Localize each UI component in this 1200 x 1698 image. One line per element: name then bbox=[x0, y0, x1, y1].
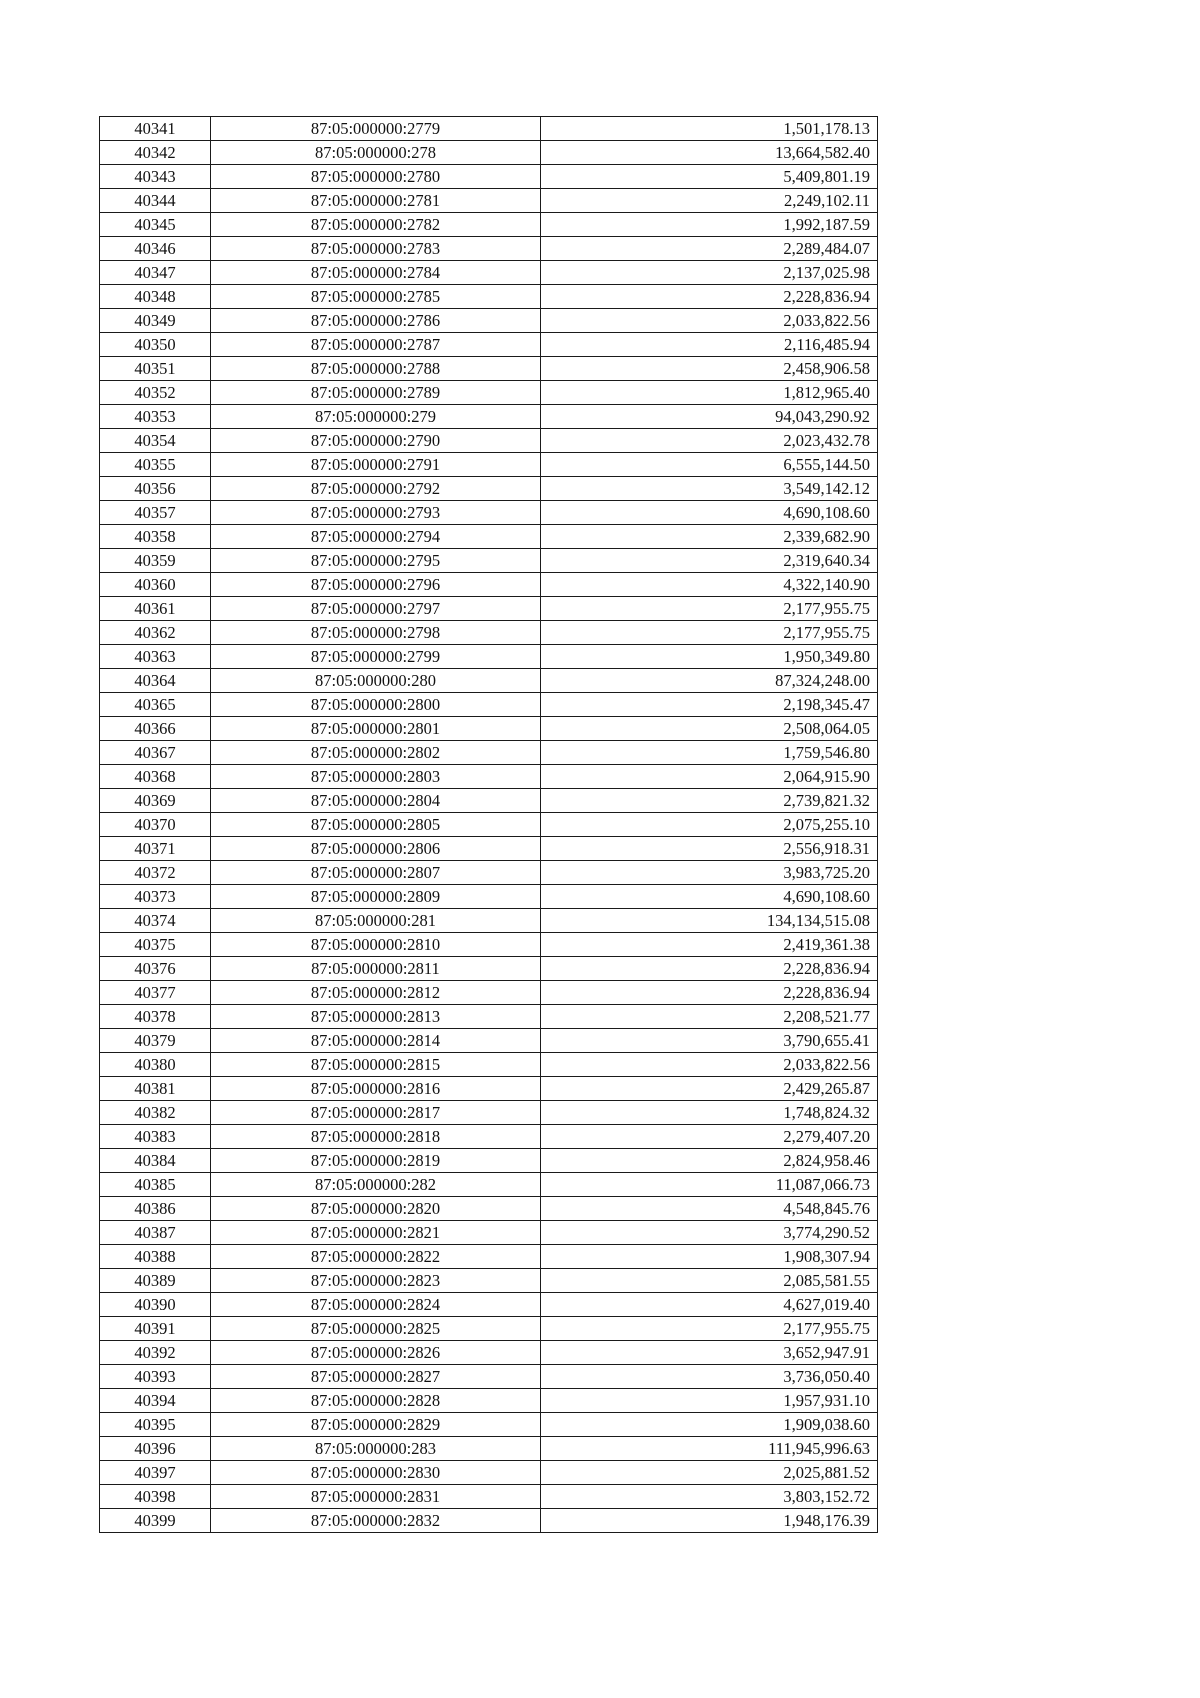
value-cell: 4,690,108.60 bbox=[541, 501, 878, 525]
table-row bbox=[100, 1341, 878, 1365]
row-number-cell: 40350 bbox=[100, 333, 211, 357]
row-number-cell: 40367 bbox=[100, 741, 211, 765]
table-row bbox=[100, 1365, 878, 1389]
table-row bbox=[100, 1101, 878, 1125]
table-row bbox=[100, 957, 878, 981]
cadastral-number-cell: 87:05:000000:2815 bbox=[211, 1053, 541, 1077]
value-cell: 6,555,144.50 bbox=[541, 453, 878, 477]
table-row bbox=[100, 1437, 878, 1461]
table-row bbox=[100, 573, 878, 597]
table-row bbox=[100, 693, 878, 717]
table-row bbox=[100, 309, 878, 333]
row-number-cell: 40379 bbox=[100, 1029, 211, 1053]
row-number-cell: 40389 bbox=[100, 1269, 211, 1293]
value-cell: 3,790,655.41 bbox=[541, 1029, 878, 1053]
value-cell: 5,409,801.19 bbox=[541, 165, 878, 189]
cadastral-number-cell: 87:05:000000:2789 bbox=[211, 381, 541, 405]
row-number-cell: 40371 bbox=[100, 837, 211, 861]
cadastral-number-cell: 87:05:000000:2820 bbox=[211, 1197, 541, 1221]
value-cell: 87,324,248.00 bbox=[541, 669, 878, 693]
value-cell: 4,627,019.40 bbox=[541, 1293, 878, 1317]
cadastral-number-cell: 87:05:000000:2824 bbox=[211, 1293, 541, 1317]
row-number-cell: 40399 bbox=[100, 1509, 211, 1533]
value-cell: 2,075,255.10 bbox=[541, 813, 878, 837]
row-number-cell: 40390 bbox=[100, 1293, 211, 1317]
cadastral-number-cell: 87:05:000000:2795 bbox=[211, 549, 541, 573]
value-cell: 2,458,906.58 bbox=[541, 357, 878, 381]
value-cell: 2,339,682.90 bbox=[541, 525, 878, 549]
table-row bbox=[100, 1221, 878, 1245]
cadastral-number-cell: 87:05:000000:2826 bbox=[211, 1341, 541, 1365]
cadastral-number-cell: 87:05:000000:2818 bbox=[211, 1125, 541, 1149]
row-number-cell: 40381 bbox=[100, 1077, 211, 1101]
table-row bbox=[100, 525, 878, 549]
value-cell: 134,134,515.08 bbox=[541, 909, 878, 933]
row-number-cell: 40345 bbox=[100, 213, 211, 237]
table-row bbox=[100, 837, 878, 861]
row-number-cell: 40353 bbox=[100, 405, 211, 429]
row-number-cell: 40349 bbox=[100, 309, 211, 333]
table-row bbox=[100, 981, 878, 1005]
cadastral-number-cell: 87:05:000000:2804 bbox=[211, 789, 541, 813]
table-row bbox=[100, 501, 878, 525]
table-row bbox=[100, 1413, 878, 1437]
cadastral-number-cell: 87:05:000000:2798 bbox=[211, 621, 541, 645]
table-row bbox=[100, 453, 878, 477]
value-cell: 2,177,955.75 bbox=[541, 621, 878, 645]
cadastral-number-cell: 87:05:000000:2831 bbox=[211, 1485, 541, 1509]
value-cell: 1,948,176.39 bbox=[541, 1509, 878, 1533]
value-cell: 1,759,546.80 bbox=[541, 741, 878, 765]
table-row bbox=[100, 789, 878, 813]
table-row bbox=[100, 237, 878, 261]
row-number-cell: 40372 bbox=[100, 861, 211, 885]
table-row bbox=[100, 861, 878, 885]
value-cell: 4,322,140.90 bbox=[541, 573, 878, 597]
row-number-cell: 40370 bbox=[100, 813, 211, 837]
cadastral-number-cell: 87:05:000000:278 bbox=[211, 141, 541, 165]
table-row bbox=[100, 477, 878, 501]
value-cell: 3,736,050.40 bbox=[541, 1365, 878, 1389]
table-row bbox=[100, 1509, 878, 1533]
row-number-cell: 40361 bbox=[100, 597, 211, 621]
row-number-cell: 40341 bbox=[100, 117, 211, 141]
cadastral-number-cell: 87:05:000000:2823 bbox=[211, 1269, 541, 1293]
value-cell: 2,177,955.75 bbox=[541, 1317, 878, 1341]
cadastral-number-cell: 87:05:000000:2802 bbox=[211, 741, 541, 765]
cadastral-number-cell: 87:05:000000:2829 bbox=[211, 1413, 541, 1437]
table-row bbox=[100, 405, 878, 429]
cadastral-number-cell: 87:05:000000:2805 bbox=[211, 813, 541, 837]
cadastral-number-cell: 87:05:000000:2807 bbox=[211, 861, 541, 885]
row-number-cell: 40363 bbox=[100, 645, 211, 669]
table-row bbox=[100, 357, 878, 381]
value-cell: 2,508,064.05 bbox=[541, 717, 878, 741]
cadastral-number-cell: 87:05:000000:2832 bbox=[211, 1509, 541, 1533]
value-cell: 2,319,640.34 bbox=[541, 549, 878, 573]
value-cell: 2,208,521.77 bbox=[541, 1005, 878, 1029]
value-cell: 1,950,349.80 bbox=[541, 645, 878, 669]
cadastral-number-cell: 87:05:000000:2803 bbox=[211, 765, 541, 789]
row-number-cell: 40344 bbox=[100, 189, 211, 213]
value-cell: 2,085,581.55 bbox=[541, 1269, 878, 1293]
value-cell: 2,033,822.56 bbox=[541, 1053, 878, 1077]
value-cell: 2,556,918.31 bbox=[541, 837, 878, 861]
cadastral-number-cell: 87:05:000000:279 bbox=[211, 405, 541, 429]
value-cell: 3,652,947.91 bbox=[541, 1341, 878, 1365]
row-number-cell: 40384 bbox=[100, 1149, 211, 1173]
table-row bbox=[100, 1245, 878, 1269]
row-number-cell: 40348 bbox=[100, 285, 211, 309]
table-row bbox=[100, 1077, 878, 1101]
value-cell: 2,228,836.94 bbox=[541, 957, 878, 981]
cadastral-value-table bbox=[99, 116, 878, 1533]
row-number-cell: 40356 bbox=[100, 477, 211, 501]
row-number-cell: 40365 bbox=[100, 693, 211, 717]
value-cell: 2,249,102.11 bbox=[541, 189, 878, 213]
row-number-cell: 40359 bbox=[100, 549, 211, 573]
cadastral-number-cell: 87:05:000000:2822 bbox=[211, 1245, 541, 1269]
value-cell: 94,043,290.92 bbox=[541, 405, 878, 429]
table-row bbox=[100, 669, 878, 693]
value-cell: 3,803,152.72 bbox=[541, 1485, 878, 1509]
cadastral-number-cell: 87:05:000000:2779 bbox=[211, 117, 541, 141]
row-number-cell: 40376 bbox=[100, 957, 211, 981]
row-number-cell: 40343 bbox=[100, 165, 211, 189]
cadastral-number-cell: 87:05:000000:2786 bbox=[211, 309, 541, 333]
cadastral-number-cell: 87:05:000000:2781 bbox=[211, 189, 541, 213]
value-cell: 2,198,345.47 bbox=[541, 693, 878, 717]
value-cell: 2,419,361.38 bbox=[541, 933, 878, 957]
cadastral-number-cell: 87:05:000000:2828 bbox=[211, 1389, 541, 1413]
row-number-cell: 40394 bbox=[100, 1389, 211, 1413]
row-number-cell: 40354 bbox=[100, 429, 211, 453]
table-row bbox=[100, 261, 878, 285]
row-number-cell: 40362 bbox=[100, 621, 211, 645]
row-number-cell: 40351 bbox=[100, 357, 211, 381]
row-number-cell: 40358 bbox=[100, 525, 211, 549]
row-number-cell: 40392 bbox=[100, 1341, 211, 1365]
cadastral-number-cell: 87:05:000000:2793 bbox=[211, 501, 541, 525]
cadastral-number-cell: 87:05:000000:2797 bbox=[211, 597, 541, 621]
table-body bbox=[100, 117, 878, 1533]
table-row bbox=[100, 165, 878, 189]
row-number-cell: 40383 bbox=[100, 1125, 211, 1149]
value-cell: 1,812,965.40 bbox=[541, 381, 878, 405]
cadastral-number-cell: 87:05:000000:2810 bbox=[211, 933, 541, 957]
table-row bbox=[100, 285, 878, 309]
cadastral-number-cell: 87:05:000000:2799 bbox=[211, 645, 541, 669]
value-cell: 3,549,142.12 bbox=[541, 477, 878, 501]
cadastral-number-cell: 87:05:000000:2790 bbox=[211, 429, 541, 453]
value-cell: 111,945,996.63 bbox=[541, 1437, 878, 1461]
table-row bbox=[100, 1053, 878, 1077]
value-cell: 4,690,108.60 bbox=[541, 885, 878, 909]
row-number-cell: 40352 bbox=[100, 381, 211, 405]
row-number-cell: 40347 bbox=[100, 261, 211, 285]
cadastral-number-cell: 87:05:000000:2830 bbox=[211, 1461, 541, 1485]
cadastral-number-cell: 87:05:000000:2791 bbox=[211, 453, 541, 477]
row-number-cell: 40346 bbox=[100, 237, 211, 261]
row-number-cell: 40369 bbox=[100, 789, 211, 813]
value-cell: 2,228,836.94 bbox=[541, 981, 878, 1005]
table-row bbox=[100, 333, 878, 357]
table-row bbox=[100, 765, 878, 789]
table-row bbox=[100, 549, 878, 573]
cadastral-number-cell: 87:05:000000:283 bbox=[211, 1437, 541, 1461]
row-number-cell: 40385 bbox=[100, 1173, 211, 1197]
row-number-cell: 40393 bbox=[100, 1365, 211, 1389]
value-cell: 1,957,931.10 bbox=[541, 1389, 878, 1413]
value-cell: 1,992,187.59 bbox=[541, 213, 878, 237]
table-row bbox=[100, 117, 878, 141]
value-cell: 1,908,307.94 bbox=[541, 1245, 878, 1269]
table-row bbox=[100, 909, 878, 933]
value-cell: 2,137,025.98 bbox=[541, 261, 878, 285]
cadastral-number-cell: 87:05:000000:2819 bbox=[211, 1149, 541, 1173]
cadastral-number-cell: 87:05:000000:2796 bbox=[211, 573, 541, 597]
cadastral-number-cell: 87:05:000000:2821 bbox=[211, 1221, 541, 1245]
row-number-cell: 40355 bbox=[100, 453, 211, 477]
value-cell: 2,023,432.78 bbox=[541, 429, 878, 453]
cadastral-number-cell: 87:05:000000:2788 bbox=[211, 357, 541, 381]
table-row bbox=[100, 1389, 878, 1413]
table-row bbox=[100, 813, 878, 837]
row-number-cell: 40395 bbox=[100, 1413, 211, 1437]
table-row bbox=[100, 1197, 878, 1221]
cadastral-number-cell: 87:05:000000:2785 bbox=[211, 285, 541, 309]
value-cell: 1,748,824.32 bbox=[541, 1101, 878, 1125]
value-cell: 2,739,821.32 bbox=[541, 789, 878, 813]
row-number-cell: 40377 bbox=[100, 981, 211, 1005]
table-row bbox=[100, 213, 878, 237]
table-row bbox=[100, 189, 878, 213]
table-row bbox=[100, 1125, 878, 1149]
table-row bbox=[100, 741, 878, 765]
row-number-cell: 40382 bbox=[100, 1101, 211, 1125]
cadastral-number-cell: 87:05:000000:282 bbox=[211, 1173, 541, 1197]
table-row bbox=[100, 621, 878, 645]
value-cell: 13,664,582.40 bbox=[541, 141, 878, 165]
cadastral-number-cell: 87:05:000000:2809 bbox=[211, 885, 541, 909]
row-number-cell: 40357 bbox=[100, 501, 211, 525]
value-cell: 3,774,290.52 bbox=[541, 1221, 878, 1245]
cadastral-number-cell: 87:05:000000:2817 bbox=[211, 1101, 541, 1125]
cadastral-number-cell: 87:05:000000:2806 bbox=[211, 837, 541, 861]
row-number-cell: 40378 bbox=[100, 1005, 211, 1029]
value-cell: 2,116,485.94 bbox=[541, 333, 878, 357]
value-cell: 4,548,845.76 bbox=[541, 1197, 878, 1221]
value-cell: 2,033,822.56 bbox=[541, 309, 878, 333]
table-row bbox=[100, 141, 878, 165]
value-cell: 2,228,836.94 bbox=[541, 285, 878, 309]
row-number-cell: 40387 bbox=[100, 1221, 211, 1245]
row-number-cell: 40373 bbox=[100, 885, 211, 909]
row-number-cell: 40396 bbox=[100, 1437, 211, 1461]
value-cell: 2,025,881.52 bbox=[541, 1461, 878, 1485]
cadastral-number-cell: 87:05:000000:2792 bbox=[211, 477, 541, 501]
value-cell: 1,501,178.13 bbox=[541, 117, 878, 141]
row-number-cell: 40360 bbox=[100, 573, 211, 597]
cadastral-number-cell: 87:05:000000:2813 bbox=[211, 1005, 541, 1029]
table-row bbox=[100, 1461, 878, 1485]
table-row bbox=[100, 1293, 878, 1317]
row-number-cell: 40398 bbox=[100, 1485, 211, 1509]
value-cell: 11,087,066.73 bbox=[541, 1173, 878, 1197]
table-row bbox=[100, 381, 878, 405]
table-row bbox=[100, 645, 878, 669]
table-row bbox=[100, 1149, 878, 1173]
table-row bbox=[100, 597, 878, 621]
row-number-cell: 40374 bbox=[100, 909, 211, 933]
table-row bbox=[100, 717, 878, 741]
value-cell: 2,064,915.90 bbox=[541, 765, 878, 789]
row-number-cell: 40386 bbox=[100, 1197, 211, 1221]
row-number-cell: 40397 bbox=[100, 1461, 211, 1485]
row-number-cell: 40366 bbox=[100, 717, 211, 741]
cadastral-number-cell: 87:05:000000:280 bbox=[211, 669, 541, 693]
row-number-cell: 40391 bbox=[100, 1317, 211, 1341]
cadastral-number-cell: 87:05:000000:2827 bbox=[211, 1365, 541, 1389]
cadastral-number-cell: 87:05:000000:2814 bbox=[211, 1029, 541, 1053]
cadastral-number-cell: 87:05:000000:2812 bbox=[211, 981, 541, 1005]
cadastral-number-cell: 87:05:000000:2782 bbox=[211, 213, 541, 237]
value-cell: 2,429,265.87 bbox=[541, 1077, 878, 1101]
row-number-cell: 40342 bbox=[100, 141, 211, 165]
table-row bbox=[100, 1317, 878, 1341]
cadastral-number-cell: 87:05:000000:2801 bbox=[211, 717, 541, 741]
cadastral-number-cell: 87:05:000000:281 bbox=[211, 909, 541, 933]
row-number-cell: 40380 bbox=[100, 1053, 211, 1077]
table-row bbox=[100, 1269, 878, 1293]
table-row bbox=[100, 1029, 878, 1053]
cadastral-number-cell: 87:05:000000:2816 bbox=[211, 1077, 541, 1101]
cadastral-number-cell: 87:05:000000:2787 bbox=[211, 333, 541, 357]
table-row bbox=[100, 429, 878, 453]
value-cell: 3,983,725.20 bbox=[541, 861, 878, 885]
cadastral-number-cell: 87:05:000000:2811 bbox=[211, 957, 541, 981]
row-number-cell: 40388 bbox=[100, 1245, 211, 1269]
value-cell: 1,909,038.60 bbox=[541, 1413, 878, 1437]
table-row bbox=[100, 933, 878, 957]
row-number-cell: 40364 bbox=[100, 669, 211, 693]
value-cell: 2,279,407.20 bbox=[541, 1125, 878, 1149]
row-number-cell: 40368 bbox=[100, 765, 211, 789]
value-cell: 2,824,958.46 bbox=[541, 1149, 878, 1173]
value-cell: 2,177,955.75 bbox=[541, 597, 878, 621]
table-row bbox=[100, 1005, 878, 1029]
cadastral-number-cell: 87:05:000000:2794 bbox=[211, 525, 541, 549]
table-row bbox=[100, 885, 878, 909]
cadastral-number-cell: 87:05:000000:2784 bbox=[211, 261, 541, 285]
table-row bbox=[100, 1485, 878, 1509]
row-number-cell: 40375 bbox=[100, 933, 211, 957]
value-cell: 2,289,484.07 bbox=[541, 237, 878, 261]
cadastral-number-cell: 87:05:000000:2783 bbox=[211, 237, 541, 261]
cadastral-number-cell: 87:05:000000:2780 bbox=[211, 165, 541, 189]
table-row bbox=[100, 1173, 878, 1197]
cadastral-number-cell: 87:05:000000:2800 bbox=[211, 693, 541, 717]
cadastral-number-cell: 87:05:000000:2825 bbox=[211, 1317, 541, 1341]
